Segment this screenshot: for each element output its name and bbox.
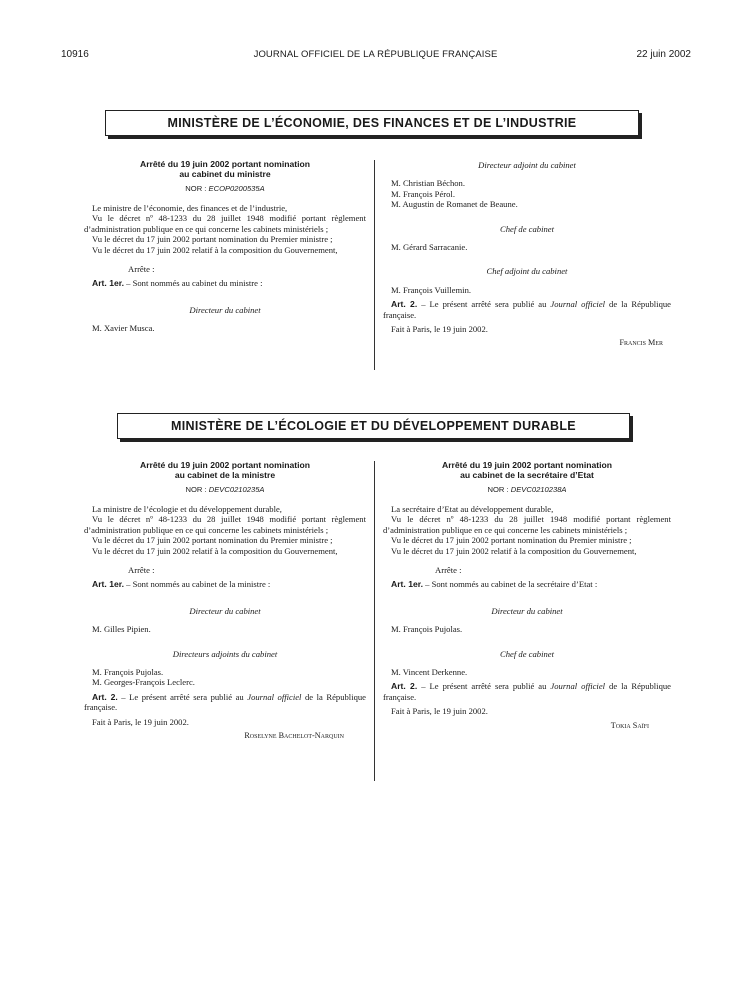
article-1-label: Art. 1er.: [92, 579, 125, 590]
nor-reference: [383, 485, 671, 495]
nor-code: DEVC0210238A: [510, 484, 567, 494]
journal-officiel-ref: Journal officiel: [550, 299, 606, 310]
journal-officiel-ref: Journal officiel: [550, 681, 606, 692]
nor-reference: [84, 184, 366, 194]
appointee-name: M. François Vuillemin.: [391, 284, 472, 295]
appointee-name: M. François Pujolas.: [391, 624, 463, 635]
decree-title-line1: Arrêté du 19 juin 2002 portant nomination: [140, 159, 310, 169]
preamble-decree-gov: Vu le décret du 17 juin 2002 relatif à la composition du Gouvernement,: [391, 545, 637, 556]
ministry-banner-economy: MINISTÈRE DE L’ÉCONOMIE, DES FINANCES ET DE L’INDUSTRIE: [105, 110, 639, 136]
article-2-text-end: de la République française.: [84, 691, 366, 713]
preamble-decree-1948: Vu le décret nº 48-1233 du 28 juillet 1948 modifié portant règlement d’administration publique en ce qui concerne les cabinets ministériels ;: [383, 514, 671, 535]
role-directeurs-adjoints: Directeurs adjoints du cabinet: [172, 648, 278, 659]
article-2-label: Art. 2.: [92, 691, 118, 702]
article-1-text: – Sont nommés au cabinet de la ministre :: [124, 579, 271, 590]
preamble-minister: La ministre de l’écologie et du développement durable,: [92, 504, 282, 514]
decree-title-line1: Arrêté du 19 juin 2002 portant nomination: [140, 460, 310, 470]
preamble-decree-pm: Vu le décret du 17 juin 2002 portant nomination du Premier ministre ;: [391, 535, 632, 546]
article-2-text-end: de la République française.: [383, 681, 671, 702]
preamble-secretary: La secrétaire d’Etat au développement durable,: [391, 504, 554, 514]
nor-label: NOR :: [185, 484, 207, 494]
role-directeur-cabinet: Directeur du cabinet: [189, 605, 261, 616]
appointee-name: M. Xavier Musca.: [92, 323, 155, 334]
fait-a-paris: Fait à Paris, le 19 juin 2002.: [391, 324, 488, 335]
decree-ecology-secretary: [383, 461, 671, 731]
arrete-heading: Arrête :: [128, 565, 155, 576]
article-2: [383, 681, 671, 702]
signature: Tokia Saïfi: [610, 720, 649, 730]
article-1-text: – Sont nommés au cabinet du ministre :: [124, 278, 263, 289]
appointee-name: M. Vincent Derkenne.: [391, 667, 468, 678]
appointee-name: M. François Pujolas.: [92, 667, 164, 678]
decree-title-line1: Arrêté du 19 juin 2002 portant nomination: [442, 460, 612, 470]
article-2-text: – Le présent arrêté sera publié au: [417, 681, 551, 692]
appointee-name: M. Christian Béchon.: [391, 178, 465, 189]
role-chef-adjoint: Chef adjoint du cabinet: [486, 266, 568, 277]
article-1-label: Art. 1er.: [391, 579, 424, 590]
preamble-decree-pm: Vu le décret du 17 juin 2002 portant nomination du Premier ministre ;: [92, 535, 333, 546]
article-2: [383, 299, 671, 320]
arrete-heading: Arrête :: [435, 565, 462, 576]
journal-title: JOURNAL OFFICIEL DE LA RÉPUBLIQUE FRANÇAISE: [253, 49, 498, 60]
decree-title-line2: au cabinet du ministre: [179, 168, 271, 179]
article-2-text: – Le présent arrêté sera publié au: [117, 691, 248, 702]
journal-officiel-ref: Journal officiel: [247, 691, 302, 702]
ministry-banner-ecology: MINISTÈRE DE L’ÉCOLOGIE ET DU DÉVELOPPEMENT DURABLE: [117, 413, 630, 439]
preamble-decree-1948: Vu le décret nº 48-1233 du 28 juillet 1948 modifié portant règlement d’administration publique en ce qui concerne les cabinets ministériels ;: [84, 213, 366, 234]
decree-economy-continued: [383, 160, 671, 349]
article-2-text: – Le présent arrêté sera publié au: [417, 299, 551, 310]
decree-title-line2: au cabinet de la ministre: [174, 469, 276, 480]
preamble-decree-gov: Vu le décret du 17 juin 2002 relatif à la composition du Gouvernement,: [92, 545, 338, 556]
appointee-name: M. Augustin de Romanet de Beaune.: [391, 199, 518, 210]
role-directeur-adjoint: Directeur adjoint du cabinet: [478, 160, 576, 170]
column-divider: [374, 461, 375, 781]
nor-code: DEVC0210235A: [208, 484, 265, 494]
decree-title-line2: au cabinet de la secrétaire d’Etat: [460, 469, 594, 480]
nor-label: NOR :: [487, 484, 509, 494]
role-directeur-cabinet: Directeur du cabinet: [189, 304, 261, 315]
decree-economy: [84, 160, 366, 334]
signature: Roselyne Bachelot-Narquin: [244, 731, 344, 741]
fait-a-paris: Fait à Paris, le 19 juin 2002.: [92, 716, 189, 727]
preamble-decree-gov: Vu le décret du 17 juin 2002 relatif à la composition du Gouvernement,: [92, 244, 338, 255]
preamble-minister: Le ministre de l’économie, des finances et de l’industrie,: [92, 203, 288, 213]
signature: Francis Mer: [619, 338, 663, 348]
role-directeur-cabinet: Directeur du cabinet: [491, 605, 563, 616]
nor-label: NOR :: [185, 183, 207, 193]
article-1-text: – Sont nommés au cabinet de la secrétaire d’Etat :: [423, 579, 598, 590]
preamble-decree-1948: Vu le décret nº 48-1233 du 28 juillet 1948 modifié portant règlement d’administration publique en ce qui concerne les cabinets ministériels ;: [84, 514, 366, 535]
role-chef-cabinet: Chef de cabinet: [500, 223, 554, 234]
publication-date: 22 juin 2002: [636, 49, 691, 60]
nor-reference: [84, 485, 366, 495]
role-chef-cabinet: Chef de cabinet: [500, 648, 554, 659]
nor-code: ECOP0200535A: [208, 183, 265, 193]
column-divider: [374, 160, 375, 370]
decree-ecology-minister: [84, 461, 366, 742]
article-1-label: Art. 1er.: [92, 278, 125, 289]
appointee-name: M. Gilles Pipien.: [92, 624, 151, 635]
article-2-label: Art. 2.: [391, 299, 418, 310]
appointee-name: M. François Pérol.: [391, 188, 455, 199]
page-number: 10916: [61, 49, 89, 60]
article-1: [84, 278, 366, 288]
fait-a-paris: Fait à Paris, le 19 juin 2002.: [391, 706, 488, 717]
preamble-decree-pm: Vu le décret du 17 juin 2002 portant nomination du Premier ministre ;: [92, 234, 333, 245]
article-2-label: Art. 2.: [391, 681, 418, 692]
article-2-text-end: de la République française.: [383, 299, 671, 320]
article-1: [383, 579, 671, 589]
arrete-heading: Arrête :: [128, 264, 155, 275]
article-1: [84, 579, 366, 589]
article-2: [84, 692, 366, 713]
appointee-name: M. Georges-François Leclerc.: [92, 677, 195, 688]
appointee-name: M. Gérard Sarracanie.: [391, 242, 468, 253]
